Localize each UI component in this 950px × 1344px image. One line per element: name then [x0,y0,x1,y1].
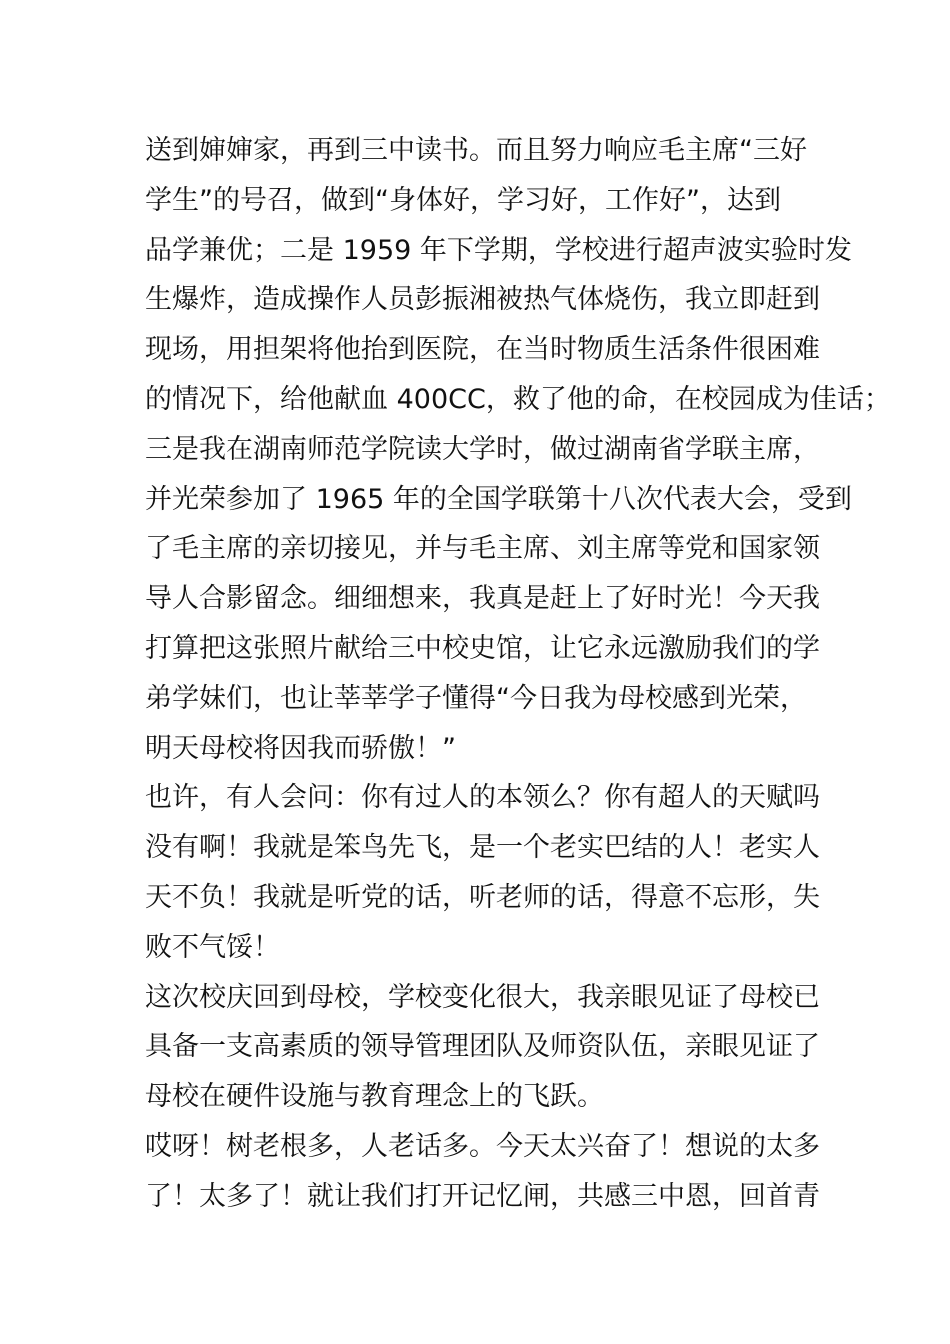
text-line: 弟学妹们，也让莘莘学子懂得“今日我为母校感到光荣， [145,682,807,714]
text-line: 了！太多了！就让我们打开记忆闸，共感三中恩，回首青 [145,1180,820,1212]
text-line: 天不负！我就是听党的话，听老师的话，得意不忘形，失 [145,881,820,913]
text-line: 哎呀！树老根多，人老话多。今天太兴奋了！想说的太多 [145,1130,820,1162]
text-line: 学生”的号召，做到“身体好，学习好，工作好”，达到 [145,184,781,216]
text-line: 具备一支高素质的领导管理团队及师资队伍，亲眼见证了 [145,1031,820,1063]
text-line: 这次校庆回到母校，学校变化很大，我亲眼见证了母校已 [145,981,820,1013]
text-line: 败不气馁！ [145,931,280,963]
text-line: 也许，有人会问：你有过人的本领么？你有超人的天赋吗 [145,782,820,814]
text-line: 的情况下，给他献血 400CC，救了他的命，在校园成为佳话； [145,383,891,415]
text-line: 打算把这张照片献给三中校史馆，让它永远激励我们的学 [145,632,820,664]
body-text [145,126,891,1222]
text-line: 生爆炸，造成操作人员彭振湘被热气体烧伤，我立即赶到 [145,284,820,316]
text-line: 送到婶婶家，再到三中读书。而且努力响应毛主席“三好 [145,135,807,166]
text-line: 现场，用担架将他抬到医院，在当时物质生活条件很困难 [145,334,820,366]
text-line: 并光荣参加了 1965 年的全国学联第十八次代表大会，受到 [145,483,852,515]
text-line: 没有啊！我就是笨鸟先飞，是一个老实巴结的人！老实人 [145,832,820,864]
text-line: 了毛主席的亲切接见，并与毛主席、刘主席等党和国家领 [145,533,820,565]
text-line: 明天母校将因我而骄傲！” [145,732,456,764]
text-line: 导人合影留念。细细想来，我真是赶上了好时光！今天我 [145,583,820,615]
text-line: 三是我在湖南师范学院读大学时，做过湖南省学联主席， [145,433,820,465]
text-line: 品学兼优；二是 1959 年下学期，学校进行超声波实验时发 [145,234,852,266]
text-line: 母校在硬件设施与教育理念上的飞跃。 [145,1081,604,1113]
